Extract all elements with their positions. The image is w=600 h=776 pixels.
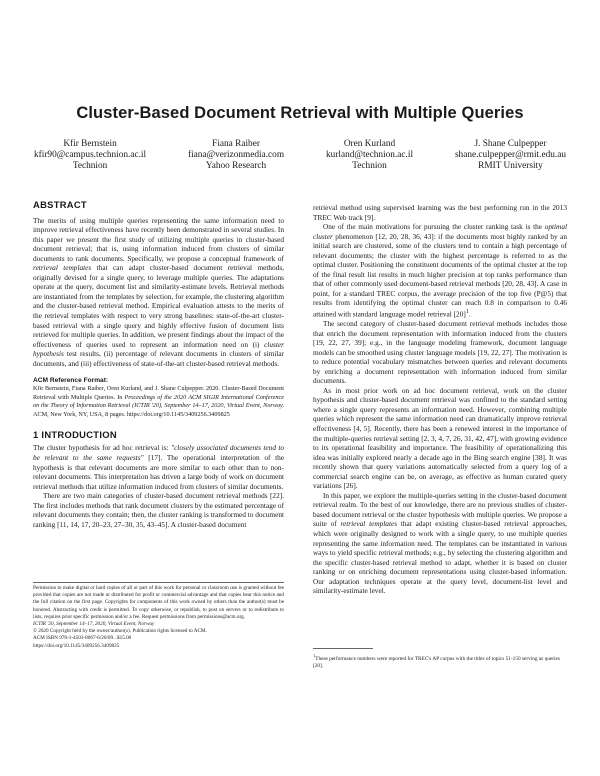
footnote-rule xyxy=(313,648,373,649)
right-column xyxy=(313,203,567,596)
right-paragraph-4: In this paper, we explore the multiple-queries setting in the cluster-based document retrieval realm. To the best of our knowledge, there are no previous studies of cluster-based document retrieval or the cluster hypothesis with multiple queries. We propose a suite of retrieval templates that adapt existing cluster-based retrieval approaches, which were originally designed to work with a single query, to use multiple queries representing the same information need. The templates can be instantiated in various ways to yield specific retrieval methods; e.g., by selecting the clustering algorithm and the specific cluster-based retrieval method to adapt, whether it is based on cluster ranking or on enriching document representations using cluster-based information. Our adaptation techniques operate at the query level, document-list level and similarity-estimate level. xyxy=(313,490,567,596)
intro-paragraph-1: The cluster hypothesis for ad hoc retrieval is: "closely associated documents tend to be relevant to the same requests" [17]. The operational interpretation of the hypothesis is that relevant documents are more similar to each other than to non-relevant documents. This interpretation has driven a large body of work on document retrieval methods that utilize information induced from clusters of similar documents. xyxy=(33,443,284,491)
author-name: Fiana Raiber xyxy=(212,139,260,149)
footnote: $^1$These performance numbers were reported for TREC's AP corpus with the titles of topics 51-150 serving as queries [20]. xyxy=(313,653,560,669)
author-4 xyxy=(455,139,566,173)
footnote-marker: 1 xyxy=(465,309,469,316)
intro-paragraph-2: There are two main categories of cluster-based document retrieval methods [22]. The first includes methods that rank document clusters by the estimated percentage of relevant documents they contain; then, the cluster ranking is transformed to document ranking [11, 14, 17, 20–23, 27–30, 35, 43–45]. A cluster-based document xyxy=(33,491,284,529)
acm-reference-text: Kfir Bernstein, Fiana Raiber, Oren Kurland, and J. Shane Culpepper. 2020. Cluster-Based Document Retrieval with Multiple Queries. In Proceedings of the 2020 ACM SIGIR International Conference on the Theory of Information Retrieval (ICTIR '20), September 14–17, 2020, Virtual Event, Norway. ACM, New York, NY, USA, 8 pages. https://doi.org/10.1145/3409256.3409825 xyxy=(33,385,284,418)
author-affiliation: Technion xyxy=(352,161,387,172)
acm-reference-heading: ACM Reference Format: xyxy=(33,377,109,385)
paper-title: Cluster-Based Document Retrieval with Multiple Queries xyxy=(76,104,524,122)
author-affiliation: Technion xyxy=(72,161,108,172)
author-1 xyxy=(34,139,146,173)
author-3 xyxy=(326,139,413,173)
author-email: kfir90@campus.technion.ac.il xyxy=(34,150,147,161)
author-email: fiana@verizonmedia.com xyxy=(188,150,285,161)
author-name: Kfir Bernstein xyxy=(63,139,117,149)
author-name: Oren Kurland xyxy=(343,139,396,149)
abstract-heading: ABSTRACT xyxy=(33,199,87,210)
author-block xyxy=(34,139,566,173)
right-paragraph-0: retrieval method using supervised learning was the best performing run in the 2013 TREC Web track [9]. xyxy=(313,203,567,222)
permission-notice: Permission to make digital or hard copies of all or part of this work for personal or classroom use is granted without fee provided that copies are not made or distributed for profit or commercial advantage and that copies bear this notice and the full citation on the first page. Copyrights for components of this work owned by others than the author(s) must be honored. Abstracting with credit is permitted. To copy otherwise, or republish, to post on servers or to redistribute to lists, requires prior specific permission and/or a fee. Request permissions from permissions@acm.org. ICTIR '20, September 14–17, 2020, Virtual Event, Norway © 2020 Copyright held by the owner/author(s). Publication rights licensed to ACM. ACM ISBN 978-1-4503-8067-6/20/09...$15.00 https://doi.org/10.1145/3409256.3409825 xyxy=(33,582,284,650)
right-paragraph-3: As in most prior work on ad hoc document retrieval, work on the cluster hypothesis and cluster-based document retrieval was confined to the standard setting where a single query represents an information need. However, combining multiple queries which represent the same information need can dramatically improve retrieval effectiveness [4, 5]. Recently, there has been a renewed interest in the importance of the multiple-queries retrieval setting [2, 3, 4, 7, 26, 31, 42, 47], with growing evidence to its operational feasibility and importance. The feasibility of operationalizing this idea was initially explored nearly a decade ago in the Bing search engine [38]. It was recently shown that query variations automatically selected from a query log of a commercial search engine can be, on average, as effective as human curated query variations [26]. xyxy=(313,385,567,491)
introduction-heading: 1 INTRODUCTION xyxy=(33,428,117,440)
right-paragraph-1: One of the main motivations for pursuing the cluster ranking task is the optimal cluster phenomenon [12, 20, 28, 36, 43]: if the documents most highly ranked by an initial search are clustered, some of the clusters tend to contain a high percentage of relevant documents; the cluster with the highest percentage is referred to as the optimal cluster. Positioning the constituent documents of the optimal cluster at the top of the final result list results in much higher precision at top ranks performance than that of other commonly used document-based retrieval methods [20, 28, 43]. A case in point, for a standard TREC corpus, the average precision of the top five (P@5) that results from identifying the optimal cluster can reach 0.8 in comparison to 0.46 attained with standard language model retrieval $[20]^1$. xyxy=(313,222,567,319)
author-affiliation: RMIT University xyxy=(478,161,543,172)
author-2 xyxy=(188,139,284,173)
right-paragraph-2: The second category of cluster-based document retrieval methods includes those that enrich the document representation with information induced from the clusters [19, 22, 27, 39]; e.g., in the language modeling framework, document language models can be smoothed using cluster language models [19, 22, 27]. The motivation is to reduce potential vocabulary mismatches between queries and relevant documents by enriching a document representation with information induced from similar documents. xyxy=(313,318,567,386)
abstract-text: The merits of using multiple queries representing the same information need to improve retrieval effectiveness have recently been demonstrated in several studies. In this paper we present the first study of utilizing multiple queries in cluster-based document retrieval; that is, using information induced from clusters of similar documents to rank documents. Specifically, we propose a conceptual framework of retrieval templates that can adapt cluster-based document retrieval methods, originally devised for a single query, to leverage multiple queries. The adaptations operate at the query, document list and similarity-estimate levels. Retrieval methods are instantiated from the templates by selection, for example, the clustering algorithm and the cluster-based retrieval method. Empirical evaluation attests to the merits of the retrieval templates with respect to very strong baselines: state-of-the-art cluster-based retrieval with a single query and highly effective fusion of document lists retrieved for multiple queries. In addition, we present findings about the impact of the effectiveness of queries used to represent an information need on (i) cluster hypothesis test results, (ii) percentage of relevant documents in clusters of similar documents, and (iii) effectiveness of state-of-the-art cluster-based retrieval methods. xyxy=(33,215,285,368)
left-column xyxy=(33,200,284,529)
author-email: kurland@technion.ac.il xyxy=(325,150,414,161)
author-name: J. Shane Culpepper xyxy=(474,139,547,149)
author-affiliation: Yahoo Research xyxy=(205,161,267,172)
author-email: shane.culpepper@rmit.edu.au xyxy=(454,150,566,161)
